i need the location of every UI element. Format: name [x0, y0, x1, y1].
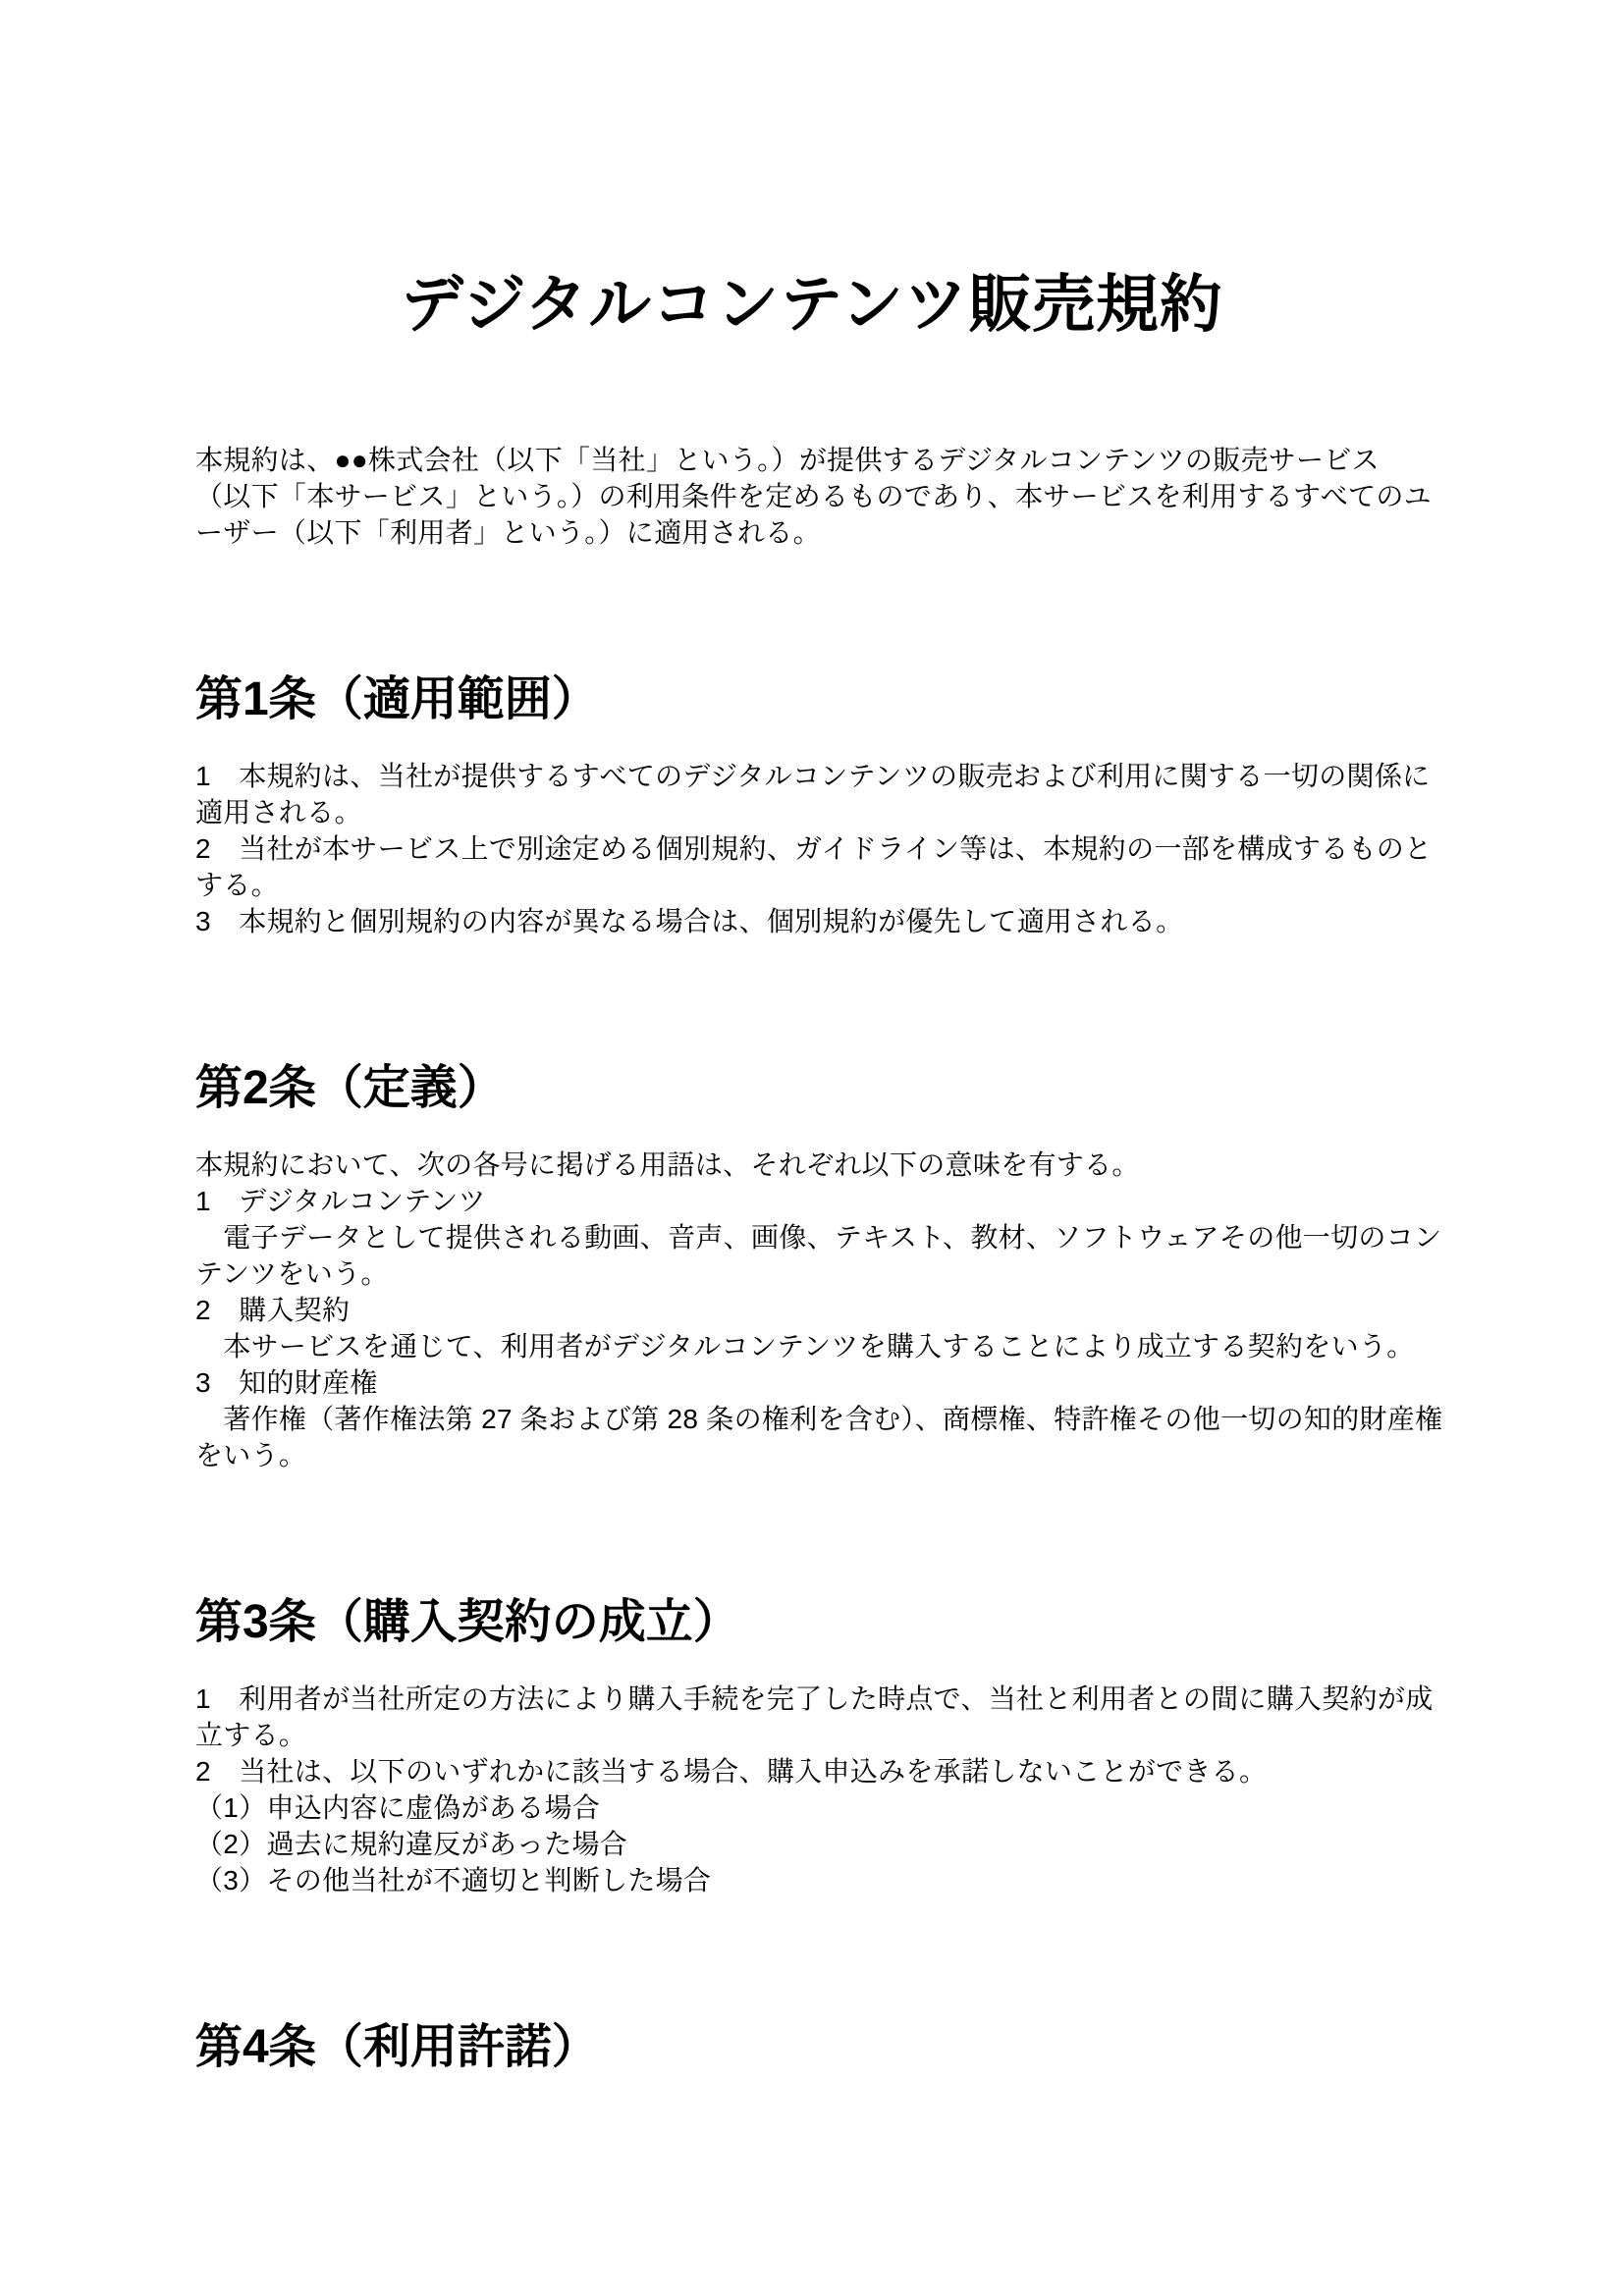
text-line: 本規約は、●●株式会社（以下「当社」という。）が提供するデジタルコンテンツの販売サービス	[195, 445, 1380, 475]
text-line: 1 本規約は、当社が提供するすべてのデジタルコンテンツの販売および利用に関する一切の関係に	[195, 761, 1431, 791]
text-line: 2 購入契約	[195, 1295, 351, 1325]
text-line: 本規約において、次の各号に掲げる用語は、それぞれ以下の意味を有する。	[195, 1149, 1140, 1180]
text-line: （2）過去に規約違反があった場合	[195, 1829, 628, 1859]
text-line: 電子データとして提供される動画、音声、画像、テキスト、教材、ソフトウェアその他一切のコン	[195, 1222, 1442, 1253]
text-line: 適用される。	[195, 797, 362, 828]
text-line: 2 当社は、以下のいずれかに該当する場合、購入申込みを承諾しないことができる。	[195, 1756, 1268, 1787]
section-1-body	[195, 758, 1433, 939]
text-line: 1 デジタルコンテンツ	[195, 1186, 486, 1216]
section-1-heading: 第1条（適用範囲）	[195, 673, 599, 725]
text-line: ーザー（以下「利用者」という。）に適用される。	[195, 517, 821, 548]
text-line: 本サービスを通じて、利用者がデジタルコンテンツを購入することにより成立する契約をいう。	[195, 1331, 1415, 1362]
intro-paragraph	[195, 442, 1432, 551]
text-line: 3 本規約と個別規約の内容が異なる場合は、個別規約が優先して適用される。	[195, 906, 1184, 936]
section-3-heading: 第3条（購入契約の成立）	[195, 1596, 740, 1648]
text-line: （以下「本サービス」という。）の利用条件を定めるものであり、本サービスを利用するすべてのユ	[195, 481, 1432, 511]
text-line: テンツをいう。	[195, 1258, 389, 1289]
section-2-heading: 第2条（定義）	[195, 1062, 505, 1114]
section-3-body	[195, 1681, 1434, 1898]
text-line: 立する。	[195, 1720, 307, 1750]
text-line: をいう。	[195, 1440, 307, 1470]
text-line: する。	[195, 870, 279, 900]
document-content	[195, 0, 1443, 2075]
text-line: 1 利用者が当社所定の方法により購入手続を完了した時点で、当社と利用者との間に購入契約が成	[195, 1683, 1434, 1714]
text-line: 著作権（著作権法第 27 条および第 28 条の権利を含む）、商標権、特許権その他一切の知的財産権	[195, 1404, 1443, 1434]
document-title: デジタルコンテンツ販売規約	[401, 269, 1223, 340]
section-2-body	[195, 1147, 1443, 1473]
section-4-heading: 第4条（利用許諾）	[195, 2021, 599, 2073]
text-line: 3 知的財産権	[195, 1367, 378, 1398]
text-line: （3）その他当社が不適切と判断した場合	[195, 1865, 712, 1896]
text-line: 2 当社が本サービス上で別途定める個別規約、ガイドライン等は、本規約の一部を構成するものと	[195, 833, 1433, 864]
text-line: （1）申込内容に虚偽がある場合	[195, 1792, 601, 1823]
